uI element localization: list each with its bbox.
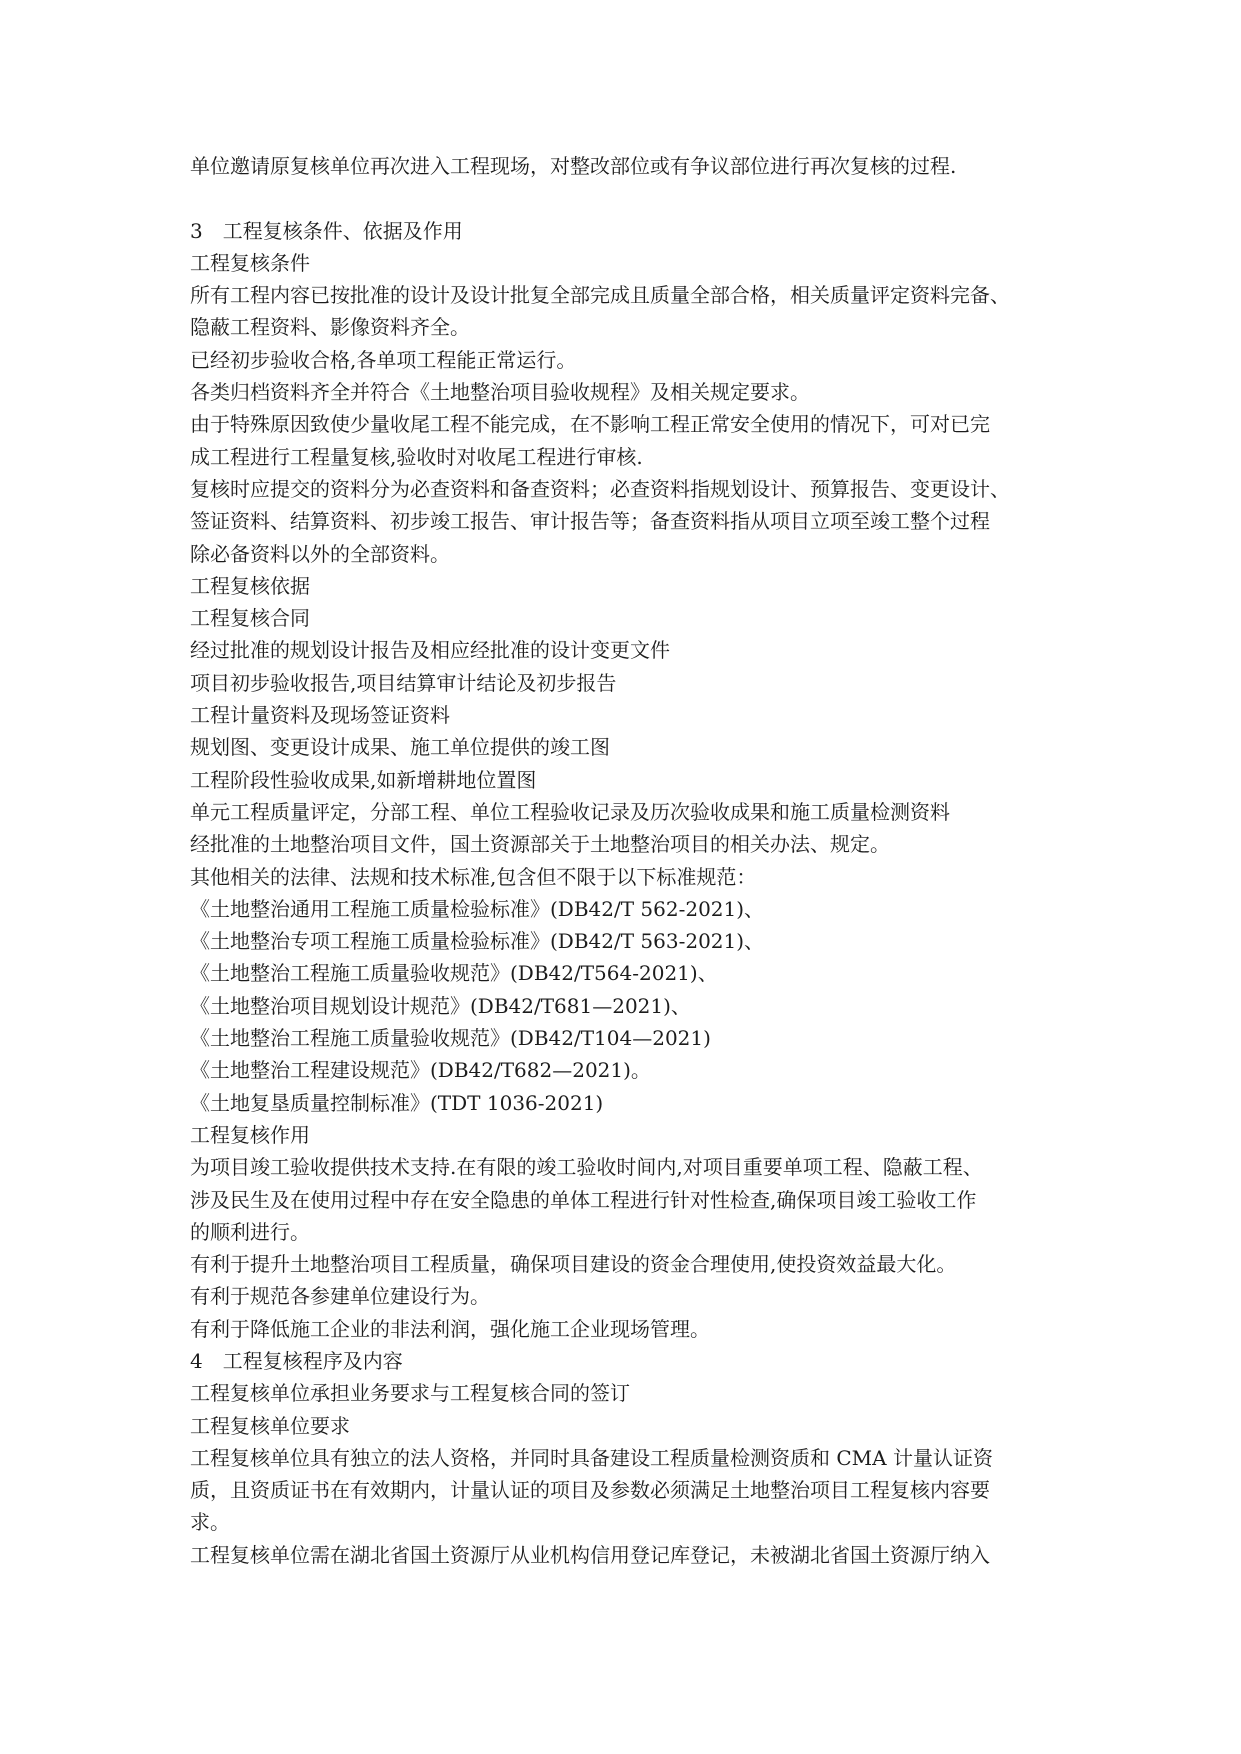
text-line: 为项目竣工验收提供技术支持.在有限的竣工验收时间内,对项目重要单项工程、隐蔽工程、 — [190, 1155, 983, 1180]
text-line: 工程复核条件 — [190, 250, 310, 275]
text-line: 工程复核作用 — [190, 1122, 310, 1147]
text-line: 由于特殊原因致使少量收尾工程不能完成，在不影响工程正常安全使用的情况下，可对已完 — [190, 412, 990, 437]
text-line: 的顺利进行。 — [190, 1219, 310, 1244]
document-body — [190, 150, 1070, 1571]
text-line: 工程复核单位需在湖北省国土资源厅从业机构信用登记库登记，未被湖北省国土资源厅纳入 — [190, 1542, 990, 1567]
text-line: 《土地整治工程建设规范》(DB42/T682—2021)。 — [190, 1058, 651, 1083]
text-line: 复核时应提交的资料分为必查资料和备查资料；必查资料指规划设计、预算报告、变更设计、 — [190, 476, 1010, 501]
text-line: 项目初步验收报告,项目结算审计结论及初步报告 — [190, 670, 617, 695]
text-line: 已经初步验收合格,各单项工程能正常运行。 — [190, 347, 577, 372]
text-line: 质，且资质证书在有效期内，计量认证的项目及参数必须满足土地整治项目工程复核内容要 — [190, 1478, 990, 1503]
text-line: 经批准的土地整治项目文件，国土资源部关于土地整治项目的相关办法、规定。 — [190, 832, 890, 857]
text-line: 其他相关的法律、法规和技术标准,包含但不限于以下标准规范： — [190, 864, 757, 889]
text-line — [190, 182, 1070, 214]
text-line: 4 工程复核程序及内容 — [190, 1348, 403, 1373]
text-line: 《土地整治通用工程施工质量检验标准》(DB42/T 562-2021)、 — [190, 896, 765, 921]
text-line: 工程阶段性验收成果,如新增耕地位置图 — [190, 767, 537, 792]
text-line: 工程复核单位要求 — [190, 1413, 350, 1438]
text-line: 求。 — [190, 1510, 230, 1535]
text-line: 有利于规范各参建单位建设行为。 — [190, 1284, 490, 1309]
text-line: 《土地整治工程施工质量验收规范》(DB42/T564-2021)、 — [190, 961, 718, 986]
text-line: 有利于提升土地整治项目工程质量，确保项目建设的资金合理使用,使投资效益最大化。 — [190, 1252, 957, 1277]
text-line: 所有工程内容已按批准的设计及设计批复全部完成且质量全部合格，相关质量评定资料完备、 — [190, 283, 1010, 308]
text-line: 工程复核依据 — [190, 573, 310, 598]
text-line: 工程复核单位具有独立的法人资格，并同时具备建设工程质量检测资质和 CMA 计量认证资 — [190, 1445, 993, 1470]
text-line: 单元工程质量评定，分部工程、单位工程验收记录及历次验收成果和施工质量检测资料 — [190, 799, 950, 824]
text-line: 《土地整治项目规划设计规范》(DB42/T681—2021)、 — [190, 993, 691, 1018]
text-line: 经过批准的规划设计报告及相应经批准的设计变更文件 — [190, 638, 670, 663]
text-line: 除必备资料以外的全部资料。 — [190, 541, 450, 566]
text-line: 《土地复垦质量控制标准》(TDT 1036-2021) — [190, 1090, 604, 1115]
text-line: 单位邀请原复核单位再次进入工程现场，对整改部位或有争议部位进行再次复核的过程. — [190, 154, 957, 178]
text-line: 工程计量资料及现场签证资料 — [190, 703, 450, 728]
text-line: 涉及民生及在使用过程中存在安全隐患的单体工程进行针对性检查,确保项目竣工验收工作 — [190, 1187, 977, 1212]
text-line: 工程复核单位承担业务要求与工程复核合同的签订 — [190, 1381, 630, 1406]
text-line: 签证资料、结算资料、初步竣工报告、审计报告等；备查资料指从项目立项至竣工整个过程 — [190, 509, 990, 534]
text-line: 《土地整治工程施工质量验收规范》(DB42/T104—2021) — [190, 1026, 711, 1051]
text-line: 规划图、变更设计成果、施工单位提供的竣工图 — [190, 735, 610, 760]
text-line: 《土地整治专项工程施工质量检验标准》(DB42/T 563-2021)、 — [190, 929, 765, 954]
text-line: 工程复核合同 — [190, 606, 310, 631]
text-line: 各类归档资料齐全并符合《土地整治项目验收规程》及相关规定要求。 — [190, 380, 810, 405]
text-line: 有利于降低施工企业的非法利润，强化施工企业现场管理。 — [190, 1316, 710, 1341]
text-line: 隐蔽工程资料、影像资料齐全。 — [190, 315, 470, 340]
text-line: 成工程进行工程量复核,验收时对收尾工程进行审核. — [190, 444, 643, 469]
text-line: 3 工程复核条件、依据及作用 — [190, 218, 463, 243]
